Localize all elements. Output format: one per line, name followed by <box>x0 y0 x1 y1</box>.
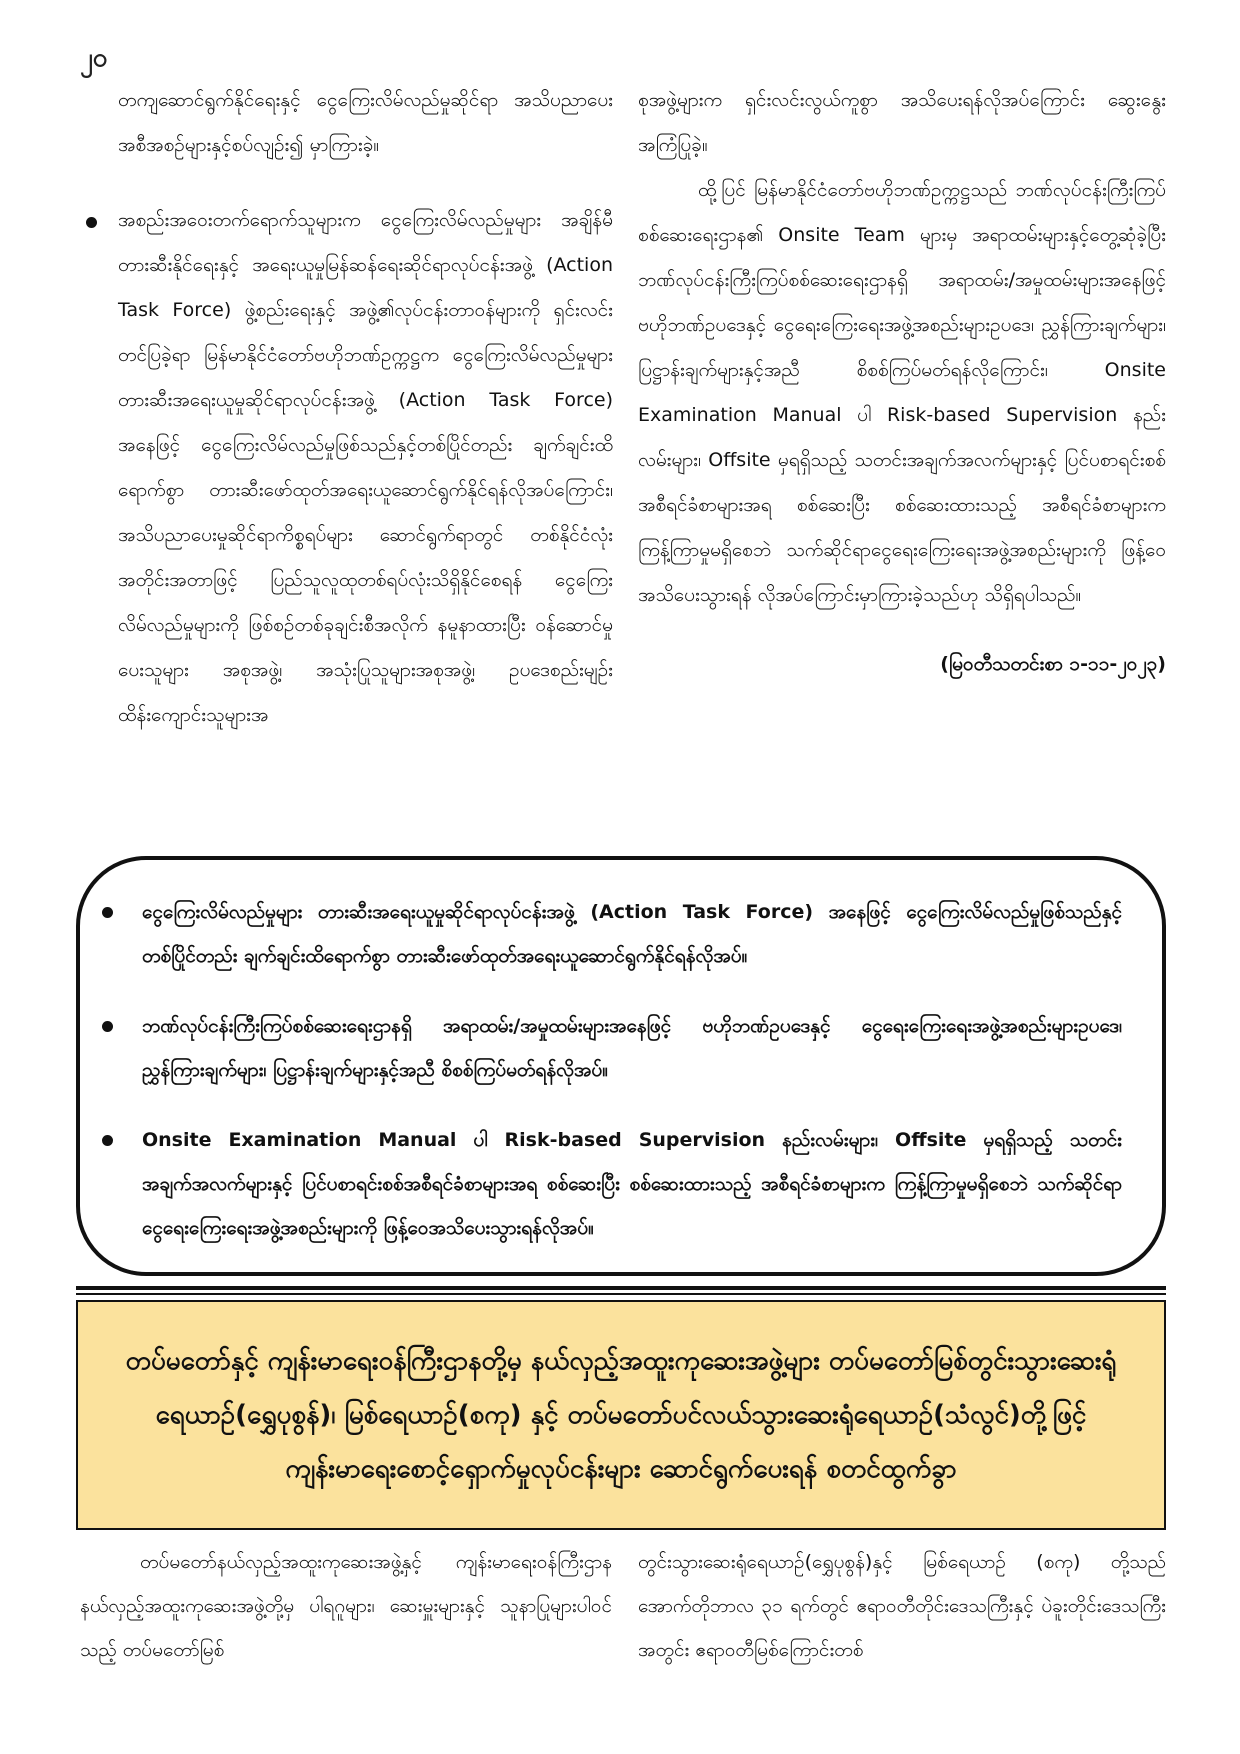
headline-box <box>76 1300 1166 1530</box>
divider-thin <box>76 1293 1166 1295</box>
bottom-left-paragraph: တပ်မတော်နယ်လှည့်အထူးကုဆေးအဖွဲ့နှင့် ကျန်းမာရေးဝန်ကြီးဌာန နယ်လှည့်အထူးကုဆေးအဖွဲ့တို့မှ ပါရဂူများ၊ ဆေးမှူးများနှင့် သူနာပြုများပါဝင်သည့် တပ်မတော်မြစ် <box>80 1551 612 1661</box>
left-column <box>118 78 613 738</box>
bottom-right-paragraph: တွင်းသွားဆေးရုံရေယာဉ်(ရွှေပုစွန်)နှင့် မြစ်ရေယာဉ် (စကု) တို့သည် အောက်တိုဘာလ ၃၁ ရက်တွင် ဧရာဝတီတိုင်းဒေသကြီးနှင့် ပဲခူးတိုင်းဒေသကြီးအတွင်း ဧရာဝတီမြစ်ကြောင်းတစ် <box>638 1551 1166 1661</box>
right-main-paragraph: ထို့ပြင် မြန်မာနိုင်ငံတော်ဗဟိုဘဏ်ဥက္ကဋ္ဌသည် ဘဏ်လုပ်ငန်းကြီးကြပ်စစ်ဆေးရေးဌာန၏ Onsite Team များမှ အရာထမ်းများနှင့်တွေ့ဆုံခဲ့ပြီး ဘဏ်လုပ်ငန်းကြီးကြပ်စစ်ဆေးရေးဌာနရှိ အရာထမ်း/အမှုထမ်းများအနေဖြင့် ဗဟိုဘဏ်ဥပဒေနှင့် ငွေရေးကြေးရေးအဖွဲ့အစည်းများဥပဒေ၊ ညွှန်ကြားချက်များ၊ ပြဋ္ဌာန်းချက်များနှင့်အညီ စိစစ်ကြပ်မတ်ရန်လိုကြောင်း၊ Onsite Examination Manual ပါ Risk-based Supervision နည်းလမ်းများ၊ Offsite မှရရှိသည့် သတင်းအချက်အလက်များနှင့် ပြင်ပစာရင်းစစ်အစီရင်ခံစာများအရ စစ်ဆေးပြီး စစ်ဆေးထားသည့် အစီရင်ခံစာများက ကြန့်ကြာမှုမရှိစေဘဲ သက်ဆိုင်ရာငွေရေးကြေးရေးအဖွဲ့အစည်းများကို ဖြန့်ဝေအသိပေးသွားရန် လိုအပ်ကြောင်းမှာကြားခဲ့သည်ဟု သိရှိရပါသည်။ <box>638 179 1166 606</box>
bottom-right-column <box>638 1540 1166 1672</box>
right-paragraph-continuation: စုအဖွဲ့များက ရှင်းလင်းလွယ်ကူစွာ အသိပေးရန်လိုအပ်ကြောင်း ဆွေးနွေးအကြံပြုခဲ့။ <box>638 89 1166 156</box>
bottom-left-column <box>80 1540 612 1672</box>
summary-item: ငွေကြေးလိမ်လည်မှုများ တားဆီးအရေးယူမှုဆိုင်ရာလုပ်ငန်းအဖွဲ့ (Action Task Force) အနေဖြင့် ငွေကြေးလိမ်လည်မှုဖြစ်သည်နှင့်တစ်ပြိုင်တည်း ချက်ချင်းထိရောက်စွာ တားဆီးဖော်ထုတ်အရေးယူဆောင်ရွက်နိုင်ရန်လိုအပ်။ <box>142 890 1122 978</box>
article-headline: တပ်မတော်နှင့် ကျန်းမာရေးဝန်ကြီးဌာနတို့မှ နယ်လှည့်အထူးကုဆေးအဖွဲ့များ တပ်မတော်မြစ်တွင်းသွားဆေးရုံရေယာဉ်(ရွှေပုစွန်)၊ မြစ်ရေယာဉ်(စကု) နှင့် တပ်မတော်ပင်လယ်သွားဆေးရုံရေယာဉ်(သံလွင်)တို့ဖြင့် ကျန်းမာရေးစောင့်ရှောက်မှုလုပ်ငန်းများ ဆောင်ရွက်ပေးရန် စတင်ထွက်ခွာ <box>125 1346 1117 1484</box>
right-column <box>638 78 1166 687</box>
summary-item: Onsite Examination Manual ပါ Risk-based Supervision နည်းလမ်းများ၊ Offsite မှရရှိသည့် သတင်းအချက်အလက်များနှင့် ပြင်ပစာရင်းစစ်အစီရင်ခံစာများအရ စစ်ဆေးပြီး စစ်ဆေးထားသည့် အစီရင်ခံစာများက ကြန့်ကြာမှုမရှိစေဘဲ သက်ဆိုင်ရာငွေရေးကြေးရေးအဖွဲ့အစည်းများကို ဖြန့်ဝေအသိပေးသွားရန်လိုအပ်။ <box>142 1118 1122 1250</box>
left-bullet-paragraph: အစည်းအဝေးတက်ရောက်သူများက ငွေကြေးလိမ်လည်မှုများ အချိန်မီတားဆီးနိုင်ရေးနှင့် အရေးယူမှုမြန်ဆန်ရေးဆိုင်ရာလုပ်ငန်းအဖွဲ့ (Action Task Force) ဖွဲ့စည်းရေးနှင့် အဖွဲ့၏လုပ်ငန်းတာဝန်များကို ရှင်းလင်းတင်ပြခဲ့ရာ မြန်မာနိုင်ငံတော်ဗဟိုဘဏ်ဥက္ကဋ္ဌက ငွေကြေးလိမ်လည်မှုများ တားဆီးအရေးယူမှုဆိုင်ရာလုပ်ငန်းအဖွဲ့ (Action Task Force) အနေဖြင့် ငွေကြေးလိမ်လည်မှုဖြစ်သည်နှင့်တစ်ပြိုင်တည်း ချက်ချင်းထိရောက်စွာ တားဆီးဖော်ထုတ်အရေးယူဆောင်ရွက်နိုင်ရန်လိုအပ်ကြောင်း၊ အသိပညာပေးမှုဆိုင်ရာကိစ္စရပ်များ ဆောင်ရွက်ရာတွင် တစ်နိုင်ငံလုံးအတိုင်းအတာဖြင့် ပြည်သူလူထုတစ်ရပ်လုံးသိရှိနိုင်စေရန် ငွေကြေးလိမ်လည်မှုများကို ဖြစ်စဉ်တစ်ခုချင်းစီအလိုက် နမူနာထားပြီး ဝန်ဆောင်မှုပေးသူများ အစုအဖွဲ့၊ အသုံးပြုသူများအစုအဖွဲ့၊ ဥပဒေစည်းမျဉ်းထိန်းကျောင်းသူများအ <box>118 198 613 738</box>
divider-thick <box>76 1286 1166 1290</box>
summary-box <box>76 856 1166 1276</box>
page-number: ၂၀ <box>80 43 108 73</box>
news-source: (မြဝတီသတင်းစာ ၁-၁၁-၂၀၂၃) <box>940 653 1166 675</box>
left-paragraph-continuation: တကျဆောင်ရွက်နိုင်ရေးနှင့် ငွေကြေးလိမ်လည်မှုဆိုင်ရာ အသိပညာပေးအစီအစဉ်များနှင့်စပ်လျဉ်း၍ မှာကြားခဲ့။ <box>118 89 613 156</box>
summary-item: ဘဏ်လုပ်ငန်းကြီးကြပ်စစ်ဆေးရေးဌာနရှိ အရာထမ်း/အမှုထမ်းများအနေဖြင့် ဗဟိုဘဏ်ဥပဒေနှင့် ငွေရေးကြေးရေးအဖွဲ့အစည်းများဥပဒေ၊ ညွှန်ကြားချက်များ၊ ပြဋ္ဌာန်းချက်များနှင့်အညီ စိစစ်ကြပ်မတ်ရန်လိုအပ်။ <box>142 1004 1122 1092</box>
summary-list <box>142 890 1122 1250</box>
